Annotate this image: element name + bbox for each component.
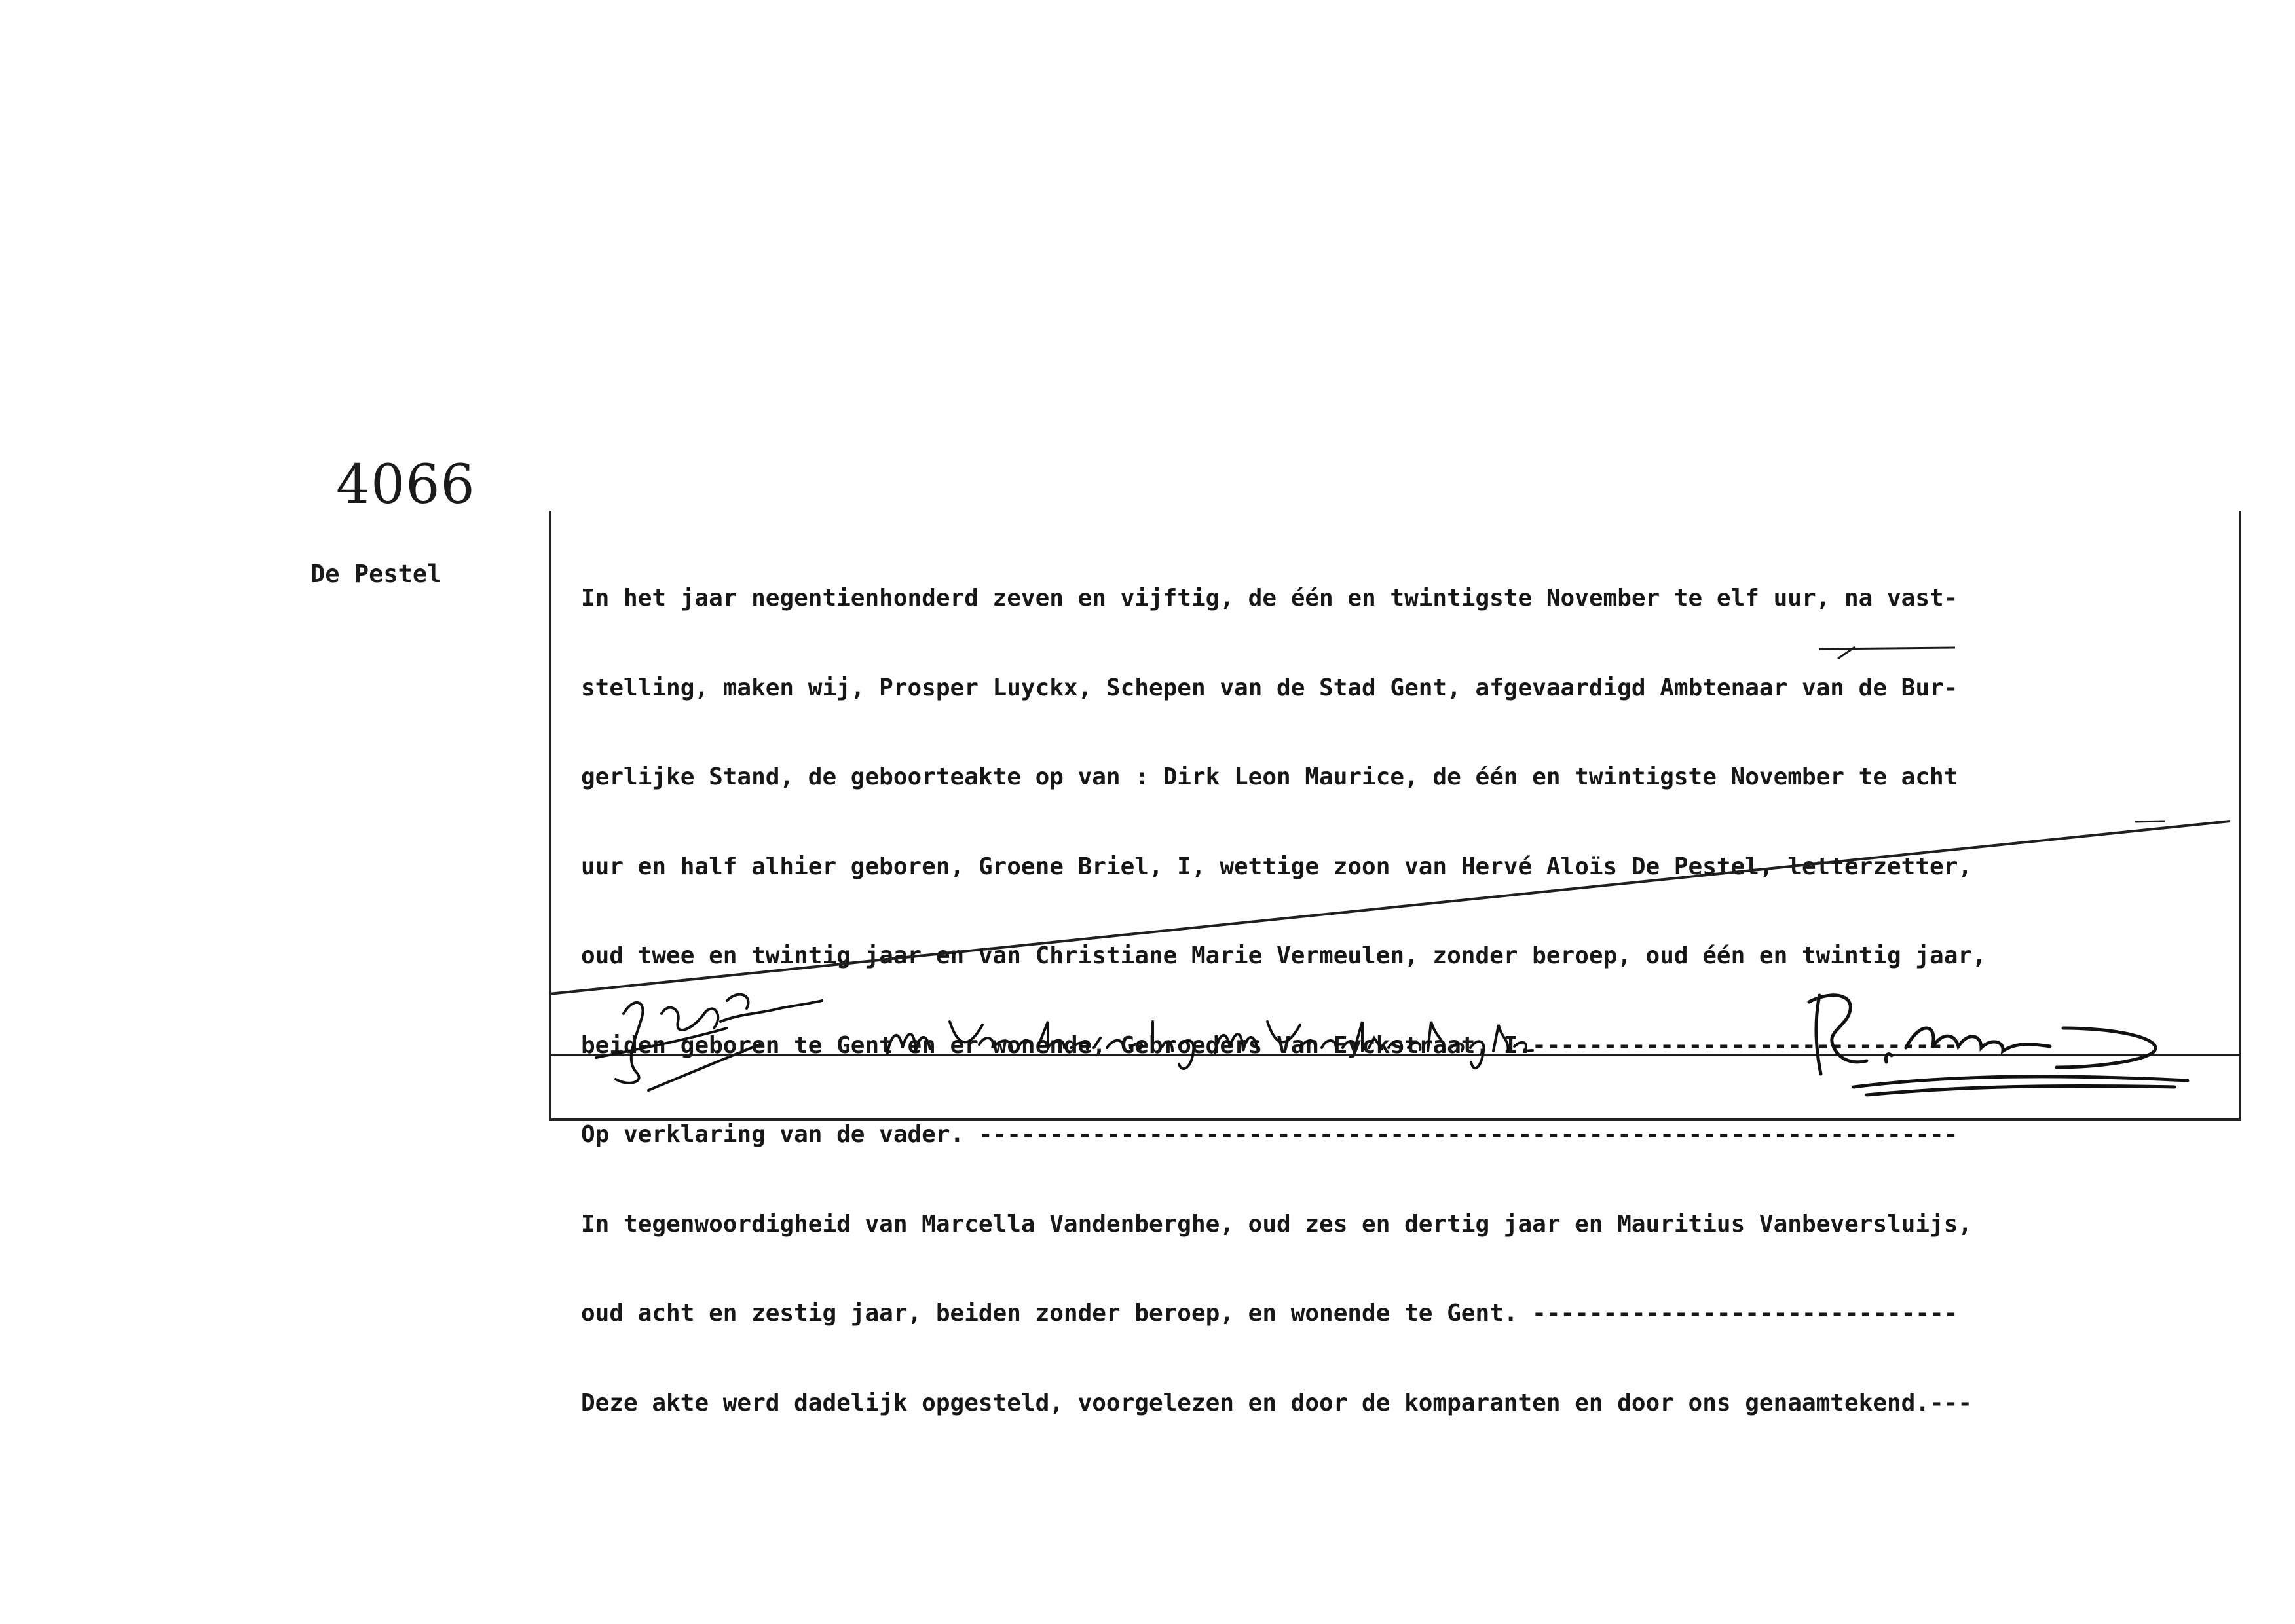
certificate-text [581,524,2233,1448]
act-number: 4066 [336,454,476,516]
text-line: Deze akte werd dadelijk opgesteld, voorgelezen en door de komparanten en door ons genaamtekend.--- [581,1389,1973,1416]
text-line: In tegenwoordigheid van Marcella Vandenberghe, oud zes en dertig jaar en Mauritius Vanbeversluijs, [581,1210,1973,1238]
text-line: In het jaar negentienhonderd zeven en vijftig, de één en twintigste November te elf uur, na vast- [581,585,1958,612]
text-line: beiden geboren te Gent en er wonende, Gebroeders Van Eyckstraat, I.------------------------------ [581,1031,1958,1059]
margin-surname: De Pestel [310,560,442,588]
text-line: uur en half alhier geboren, Groene Briel, I, wettige zoon van Hervé Aloïs De Pestel, letterzetter, [581,853,1973,880]
text-line: oud twee en twintig jaar en van Christiane Marie Vermeulen, zonder beroep, oud één en twintig jaar, [581,942,1987,969]
text-line: stelling, maken wij, Prosper Luyckx, Schepen van de Stad Gent, afgevaardigd Ambtenaar van de Bur- [581,674,1958,701]
text-line: Op verklaring van de vader. --------------------------------------------------------------------- [581,1121,1958,1148]
text-line: gerlijke Stand, de geboorteakte op van : Dirk Leon Maurice, de één en twintigste November te acht [581,764,1958,790]
text-line: oud acht en zestig jaar, beiden zonder beroep, en wonende te Gent. ------------------------------ [581,1300,1958,1327]
